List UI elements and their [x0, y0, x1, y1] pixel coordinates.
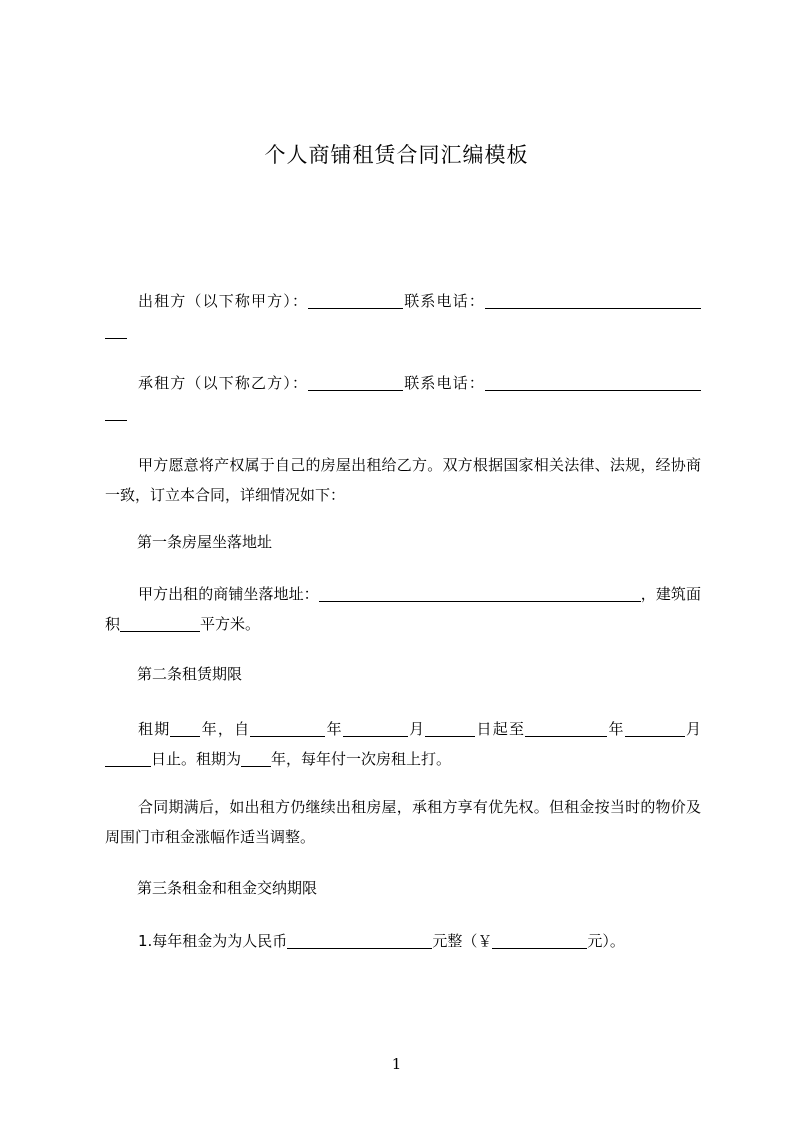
- end-year-blank[interactable]: [525, 719, 607, 737]
- rent-suffix: 元）。: [587, 932, 625, 950]
- rent-mid: 元整（￥: [432, 932, 493, 950]
- article2-term-paragraph: [105, 714, 701, 774]
- lessee-phone-label: 联系电话：: [403, 374, 485, 392]
- end-day-blank[interactable]: [105, 749, 151, 767]
- page-number: 1: [391, 1055, 402, 1073]
- payment-term-blank[interactable]: [241, 749, 271, 767]
- document-title: 个人商铺租赁合同汇编模板: [264, 143, 529, 167]
- start-year-label: 年: [325, 720, 343, 738]
- term-years-blank[interactable]: [170, 719, 200, 737]
- area-separator: ，建筑面积: [105, 585, 701, 633]
- start-year-blank[interactable]: [250, 719, 325, 737]
- rent-amount-number-blank[interactable]: [492, 931, 587, 949]
- lessor-phone-label: 联系电话：: [403, 292, 485, 310]
- article1-address-paragraph: [105, 579, 701, 639]
- term-prefix: 租期: [138, 720, 171, 738]
- end-month-blank[interactable]: [625, 719, 685, 737]
- article3-heading: 第三条租金和租金交纳期限: [137, 879, 318, 897]
- lessee-phone-blank-continued[interactable]: [105, 403, 127, 421]
- lessor-line: [105, 286, 701, 346]
- address-blank[interactable]: [319, 584, 641, 602]
- article2-heading: 第二条租赁期限: [137, 665, 243, 683]
- address-label: 甲方出租的商铺坐落地址：: [138, 585, 319, 603]
- lessor-phone-blank-continued[interactable]: [105, 321, 127, 339]
- lessee-label: 承租方（以下称乙方）：: [138, 374, 309, 392]
- article3-item1: [105, 926, 701, 956]
- end-year-label: 年: [607, 720, 625, 738]
- lessee-phone-blank[interactable]: [485, 373, 701, 391]
- lessor-phone-blank[interactable]: [485, 291, 701, 309]
- intro-paragraph: 甲方愿意将产权属于自己的房屋出租给乙方。双方根据国家相关法律、法规，经协商一致，订立本合同，详细情况如下：: [105, 456, 701, 504]
- payment-suffix: 年，每年付一次房租上打。: [271, 750, 452, 768]
- term-year-from: 年，自: [200, 720, 251, 738]
- rent-amount-words-blank[interactable]: [287, 931, 432, 949]
- renewal-paragraph: 合同期满后，如出租方仍继续出租房屋，承租方享有优先权。但租金按当时的物价及周围门市租金涨幅作适当调整。: [105, 798, 701, 846]
- lessor-name-blank[interactable]: [308, 291, 403, 309]
- lessee-line: [105, 368, 701, 428]
- lessee-name-blank[interactable]: [308, 373, 403, 391]
- article1-heading: 第一条房屋坐落地址: [137, 533, 273, 551]
- end-month-label: 月: [684, 720, 701, 738]
- area-blank[interactable]: [120, 614, 200, 632]
- start-month-blank[interactable]: [343, 719, 408, 737]
- start-suffix: 日起至: [475, 720, 526, 738]
- area-unit: 平方米。: [200, 615, 261, 633]
- start-day-blank[interactable]: [425, 719, 475, 737]
- start-month-label: 月: [407, 720, 426, 738]
- end-suffix: 日止。租期为: [151, 750, 242, 768]
- lessor-label: 出租方（以下称甲方）：: [138, 292, 309, 310]
- rent-prefix: 1.每年租金为为人民币: [138, 932, 288, 950]
